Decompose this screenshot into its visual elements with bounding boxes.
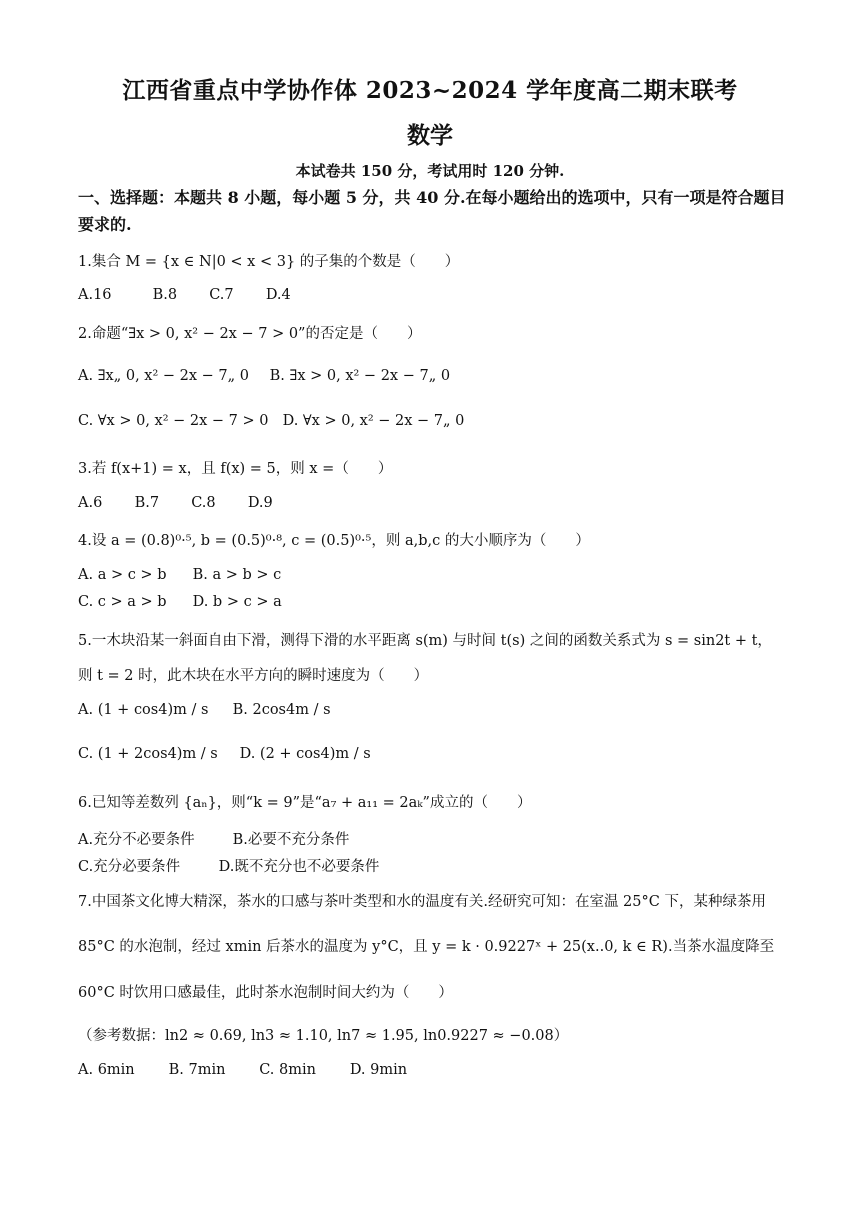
option-b: B.8 — [152, 287, 178, 303]
question-7-stem-cont: 85°C 的水泡制，经过 xmin 后茶水的温度为 y°C，且 y = k · 0.9227ˣ + 25(x..0, k ∈ R).当茶水温度降至 — [78, 939, 775, 955]
option-c: C.7 — [209, 287, 234, 303]
option-a: A. ∃x„ 0, x² − 2x − 7„ 0 — [78, 368, 249, 384]
option-d: D. (2 + cos4)m / s — [239, 746, 371, 762]
exam-title: 江西省重点中学协作体 2023~2024 学年度高二期末联考 — [122, 77, 738, 104]
option-c: C. ∀x > 0, x² − 2x − 7 > 0 — [78, 413, 269, 429]
question-7-reference: （参考数据：ln2 ≈ 0.69, ln3 ≈ 1.10, ln7 ≈ 1.95, ln0.9227 ≈ −0.08） — [78, 1028, 569, 1044]
question-6-options-row2 — [78, 855, 379, 876]
option-a: A.充分不必要条件 — [78, 832, 195, 848]
option-b: B. 7min — [168, 1062, 226, 1078]
question-7-options — [78, 1062, 407, 1078]
question-6-options-row1 — [78, 828, 349, 849]
option-c: C.充分必要条件 — [78, 859, 181, 875]
question-1-stem: 1.集合 M = {x ∈ N|0 < x < 3} 的子集的个数是（ ） — [78, 254, 460, 270]
exam-note: 本试卷共 150 分，考试用时 120 分钟. — [295, 162, 565, 180]
question-3-options — [78, 495, 273, 511]
question-3-stem: 3.若 f(x+1) = x，且 f(x) = 5，则 x =（ ） — [78, 461, 393, 477]
option-a: A. a > c > b — [78, 567, 167, 583]
option-a: A. (1 + cos4)m / s — [78, 702, 209, 718]
question-4-stem: 4.设 a = (0.8)⁰·⁵, b = (0.5)⁰·⁸, c = (0.5)⁰·⁵，则 a,b,c 的大小顺序为（ ） — [78, 533, 590, 549]
question-4-options-row2 — [78, 594, 282, 610]
option-d: D. b > c > a — [192, 594, 282, 610]
option-a: A.6 — [78, 495, 103, 511]
option-c: C. (1 + 2cos4)m / s — [78, 746, 218, 762]
option-c: C. 8min — [259, 1062, 316, 1078]
option-c: C. c > a > b — [78, 594, 167, 610]
option-d: D.9 — [247, 495, 273, 511]
question-6-stem: 6.已知等差数列 {aₙ}，则“k = 9”是“a₇ + a₁₁ = 2aₖ”成立的（ ） — [78, 795, 532, 811]
option-b: B.必要不充分条件 — [232, 832, 350, 848]
question-2-options-row1 — [78, 368, 450, 384]
question-1-options — [78, 287, 291, 303]
subject-title: 数学 — [407, 122, 453, 149]
option-d: D.既不充分也不必要条件 — [218, 859, 380, 875]
option-c: C.8 — [191, 495, 216, 511]
question-5-stem-cont: 则 t = 2 时，此木块在水平方向的瞬时速度为（ ） — [78, 668, 429, 684]
question-7-stem: 7.中国茶文化博大精深，茶水的口感与茶叶类型和水的温度有关.经研究可知：在室温 25°C 下，某种绿茶用 — [78, 894, 766, 910]
question-2-stem: 2.命题“∃x > 0, x² − 2x − 7 > 0”的否定是（ ） — [78, 326, 422, 342]
option-a: A. 6min — [78, 1062, 135, 1078]
question-5-options-row2 — [78, 746, 371, 762]
option-d: D.4 — [265, 287, 291, 303]
option-d: D. 9min — [349, 1062, 408, 1078]
section-heading: 一、选择题：本题共 8 小题，每小题 5 分，共 40 分.在每小题给出的选项中，只有一项是符合题目要求的. — [78, 188, 786, 234]
option-a: A.16 — [78, 287, 112, 303]
option-b: B. ∃x > 0, x² − 2x − 7„ 0 — [269, 368, 451, 384]
option-d: D. ∀x > 0, x² − 2x − 7„ 0 — [282, 413, 465, 429]
option-b: B.7 — [134, 495, 160, 511]
question-4-options-row1 — [78, 567, 281, 583]
question-7-stem-cont2: 60°C 时饮用口感最佳，此时茶水泡制时间大约为（ ） — [78, 985, 453, 1001]
question-5-options-row1 — [78, 702, 331, 718]
option-b: B. a > b > c — [192, 567, 282, 583]
option-b: B. 2cos4m / s — [232, 702, 331, 718]
question-5-stem: 5.一木块沿某一斜面自由下滑，测得下滑的水平距离 s(m) 与时间 t(s) 之间的函数关系式为 s = sin2t + t， — [78, 633, 772, 649]
question-2-options-row2 — [78, 413, 464, 429]
